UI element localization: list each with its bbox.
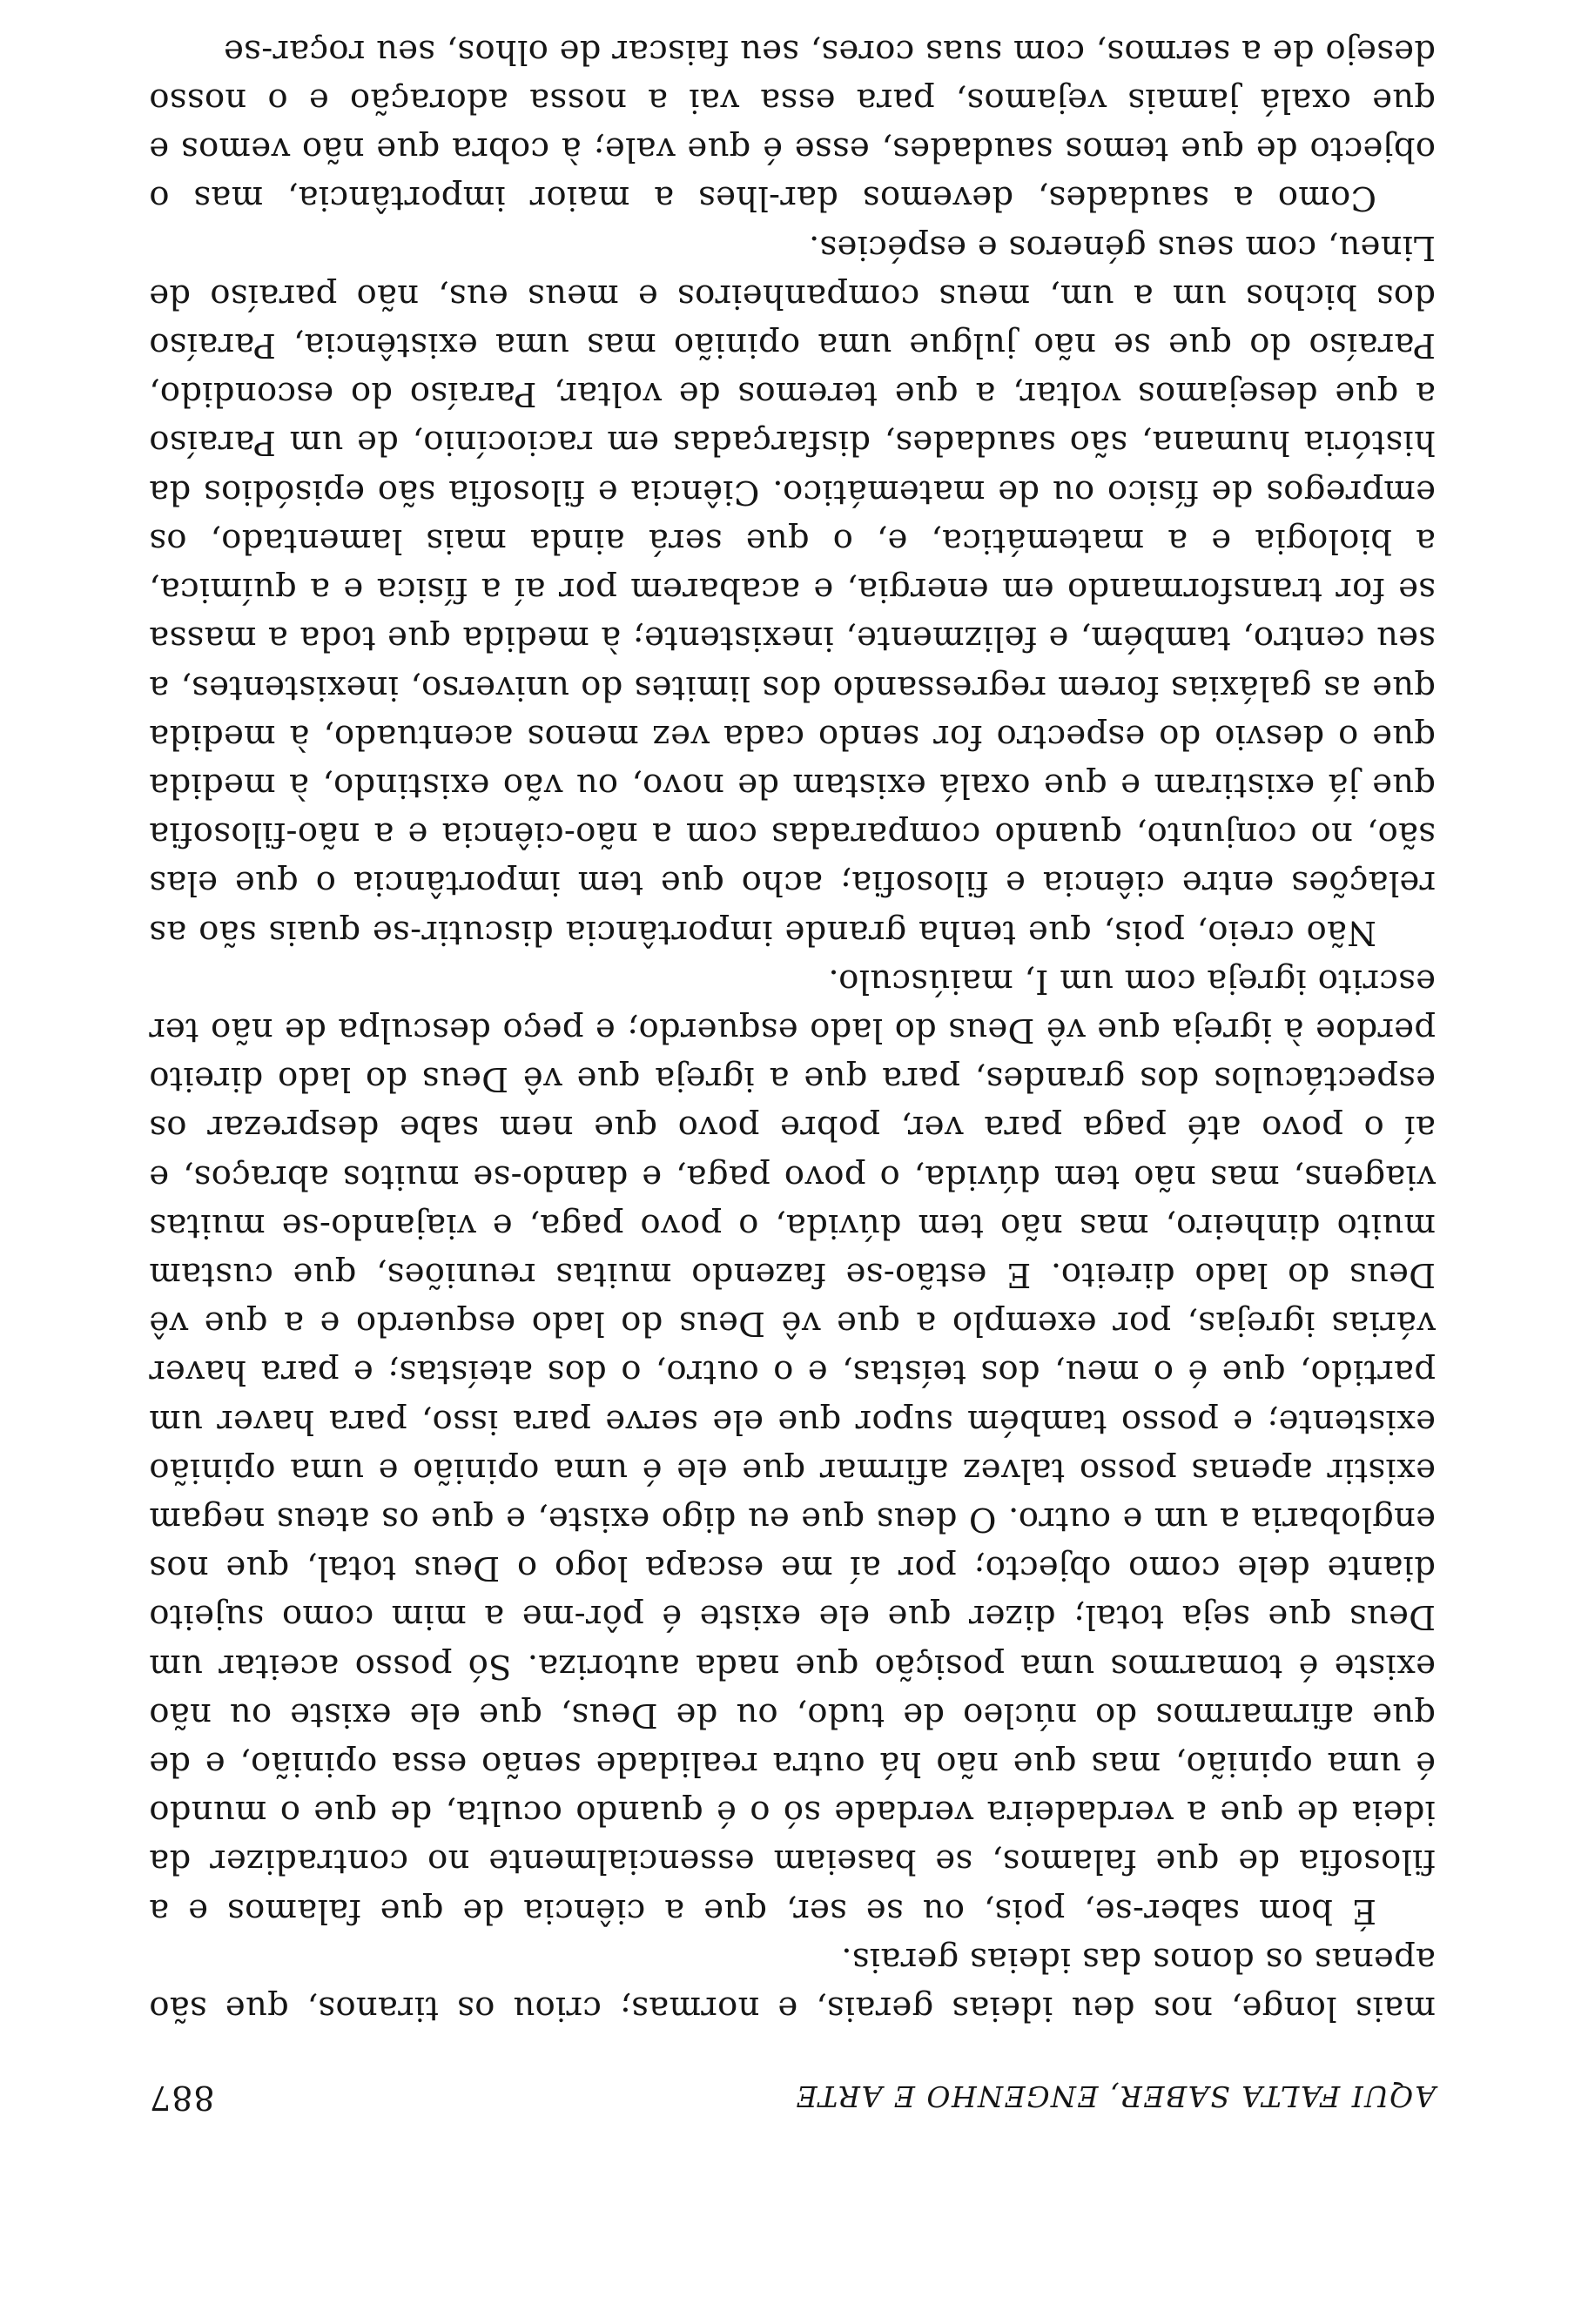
page-header [149,2065,1436,2117]
paragraph: mais longe, nos deu ideias gerais, e normas; criou os tiranos, que são apenas os donos das ideias gerais. [149,1939,1436,2028]
text-body [149,27,1436,2032]
paragraph: Como a saudades, devemos dar-lhes a maior importância, mas o objecto de que temos saudades, esse é que vale; à cobra que não vemos e que oxalá jamais vejamos, para essa vai a nossa adoração e o nosso desejo de a sermos, com suas cores, seu faiscar de olhos, seu roçar-se [149,31,1436,218]
running-head: AQUI FALTA SABER, ENGENHO E ARTE [795,2079,1436,2113]
paragraph: É bom saber-se, pois, ou se ser, que a ciência de que falamos e a filosofia de que falamos, se baseiam essencialmente no contradizer da ideia de que a verdadeira verdade só o é quando oculta, de que o mundo é uma opinião, mas que não há outra realidade senão essa opinião, e de que afirmarmos do núcleo de tudo, ou de Deus, que ele existe ou não existe é tomarmos uma posição que nada autoriza. Só posso aceitar um Deus que seja total; dizer que ele existe é pôr-me a mim como sujeito diante dele como objecto; por aí me escapa logo o Deus total, que nos englobaria a um e outro. O deus que eu digo existe, e que os ateus negam existir apenas posso talvez afirmar que ele é uma opinião e uma opinião existente; e posso também supor que ele serve para isso, para haver um partido, que é o meu, dos teístas, e o outro, o dos ateístas; e para haver várias igrejas, por exemplo a que vê Deus do lado esquerdo e a que vê Deus do lado direito. E estão-se fazendo muitas reuniões, que custam muito dinheiro, mas não tem dúvida, o povo paga, e viajando-se muitas viagens, mas não tem dúvida, o povo paga, e dando-se muitos abraços, e aí o povo até paga para ver, pobre povo que nem sabe desprezar os espectáculos dos grandes, para que a igreja que vê Deus do lado direito perdoe à igreja que vê Deus do lado esquerdo; e peço desculpa de não ter escrito igreja com um I, maiúsculo. [149,961,1436,1931]
paragraph: Não creio, pois, que tenha grande importância discutir-se quais são as relações entre ciência e filosofia; acho que tem importância o que elas são, no conjunto, quando comparadas com a não-ciência e a não-filosofia que já existiram e que oxalá existam de novo, ou vão existindo, à medida que o desvio do espectro for sendo cada vez menos acentuado, à medida que as galáxias forem regressando dos limites do universo, inexistentes, a seu centro, também, e felizmente, inexistente; à medida que toda a massa se for transformando em energia, e acabarem por aí a física e a química, a biologia e a matemática, e, o que será ainda mais lamentado, os empregos de físico ou de matemático. Ciência e filosofia são episódios da história humana, são saudades, disfarçadas em raciocínio, de um Paraíso a que desejamos voltar, a que teremos de voltar, Paraíso do escondido, Paraíso do que se não julgue uma opinião mas uma existência, Paraíso dos bichos um a um, meus companheiros e meus eus, não paraíso de Lineu, com seus géneros e espécies. [149,227,1436,952]
page-number: 887 [149,2079,215,2117]
